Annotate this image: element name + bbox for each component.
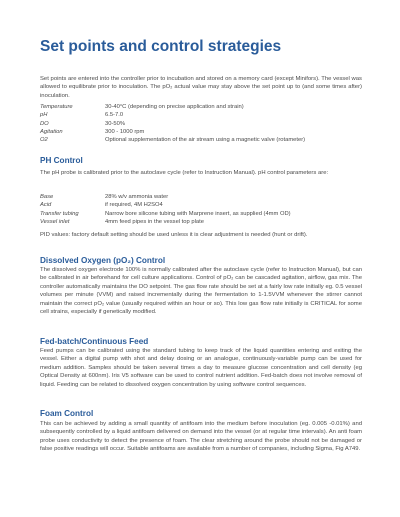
list-item: Acid if required, 4M H2SO4 (40, 202, 163, 209)
page-title: Set points and control strategies (40, 38, 282, 55)
fed-batch-text: Feed pumps can be calibrated using the standard tubing to keep track of the liquid quantities entering and exiting the vessel. Either a digital pump with shot and delay dosing or an analogue, continuously-variable pump can be used for medium addition. Samples should be taken several times a day to measure glucose concentration and cell density (eg Optical Density at 600nm). Iris V5 software can be used to control nutrient addition. Fed-batch does not involve removal of liquid. Feeding can be related to dissolved oxygen concentration by using software control sequences. (40, 348, 362, 388)
setpoint-list (40, 103, 362, 144)
list-item: O2 Optional supplementation of the air stream using a magnetic valve (rotameter) (40, 137, 306, 144)
foam-control-text: This can be achieved by adding a small quantity of antifoam into the medium before inoculation (eg. 0.005 -0.01%) and subsequently controlled by a liquid antifoam delivered on demand into the vessel (or at regular time intervals). An anti foam probe uses conductivity to detect the presence of foam. The clear stretching around the probe should not be damaged or false positive readings will occur. Suitable antifoams are available from a number of companies, including Sigma, Fig A749. (40, 421, 362, 453)
do-control-heading: Dissolved Oxygen (pO₂) Control (40, 256, 166, 265)
ph-parameter-list (40, 193, 362, 226)
ph-pid-note: PID values: factory default setting should be used unless it is clear adjustment is needed (hunt or drift). (40, 232, 308, 238)
list-item: Agitation 300 - 1000 rpm (40, 128, 145, 135)
ph-control-heading: PH Control (40, 156, 83, 165)
intro-paragraph: Set points are entered into the controller prior to incubation and stored on a memory card (except Minifors). The vessel was allowed to equilibrate prior to inoculation. The pO₂ actual value may stay above the set point up to (and some times after) inoculation. (40, 76, 362, 99)
list-item: DO 30-50% (40, 120, 125, 127)
list-item: pH 6.5-7.0 (40, 112, 124, 119)
list-item: Temperature 30-40°C (depending on precise application and strain) (40, 104, 244, 110)
fed-batch-heading: Fed-batch/Continuous Feed (40, 337, 149, 346)
list-item: Base 28% w/v ammonia water (40, 194, 169, 200)
ph-control-text: The pH probe is calibrated prior to the autoclave cycle (refer to Instruction Manual). pH control parameters are: (40, 170, 329, 176)
do-control-text: The dissolved oxygen electrode 100% is normally calibrated after the autoclave cycle (refer to Instruction Manual), but can be calibrated in air beforehand for cell culture applications. Control of pO₂ can be cascaded agitation, airflow, gas mix. The controller automatically maintains the DO setpoint. The gas flow rate should be set at a fairly low rate initially eg. 0.5 vessel volumes per minute (VVM) and raised incrementally during the fermentation to 1-1.5VVM whenever the stirrer cannot maintain the correct pO₂ value (usually required within an hour or so). This low gas flow rate initially is CRITICAL for some cell strains, especially if genetically modified. (40, 267, 362, 316)
list-item: Transfer tubing Narrow bore silicone tubing with Marprene insert, as supplied (4mm OD) (40, 210, 291, 217)
list-item: Vessel inlet 4mm feed pipes in the vessel top plate (40, 218, 204, 225)
foam-control-heading: Foam Control (40, 409, 94, 418)
